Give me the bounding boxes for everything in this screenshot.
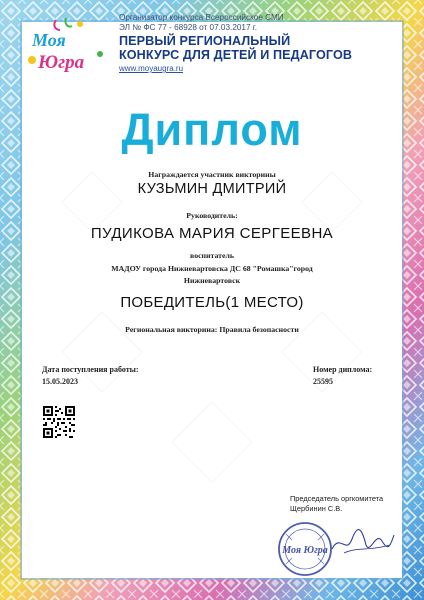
quiz-name: Региональная викторина: Правила безопасности: [125, 325, 299, 334]
official-stamp: [276, 520, 334, 578]
institution-line2: Нижневартовск: [183, 275, 241, 285]
signatory: [290, 494, 383, 514]
institution-line1: МАДОУ города Нижневартовска ДС 68 "Ромашка"город: [111, 264, 313, 273]
website-link[interactable]: www.moyaugra.ru: [119, 64, 184, 73]
supervisor-position: воспитатель: [190, 251, 234, 260]
diploma-number-label: Номер диплома:: [313, 365, 373, 374]
contest-heading: [119, 34, 352, 62]
contest-heading-line2: КОНКУРС ДЛЯ ДЕТЕЙ И ПЕДАГОГОВ: [119, 48, 353, 62]
diploma-title: Диплом: [121, 104, 303, 155]
qr-code[interactable]: [42, 405, 76, 439]
supervisor-label: Руководитель:: [186, 211, 238, 220]
date-value: 15.05.2023: [42, 377, 78, 386]
participant-name: КУЗЬМИН ДМИТРИЙ: [137, 181, 287, 197]
date-label: Дата поступления работы:: [42, 365, 139, 374]
award-text: Награждается участник викторины: [148, 170, 276, 179]
signatory-name: Щербинин С.В.: [290, 504, 343, 513]
stamp-text: Моя Югра: [282, 545, 328, 556]
logo-word-bottom: Югра: [38, 52, 85, 73]
institution: [40, 263, 384, 286]
award-place: ПОБЕДИТЕЛЬ(1 МЕСТО): [120, 294, 304, 311]
organizer-line: Организатор конкурса Всероссийское СМИ: [119, 13, 284, 22]
supervisor-name: ПУДИКОВА МАРИЯ СЕРГЕЕВНА: [90, 225, 334, 242]
diploma-number-value: 25595: [313, 377, 333, 386]
organizer-info: [119, 13, 284, 32]
moya-yugra-logo: [26, 16, 110, 78]
handwritten-signature: [330, 525, 396, 559]
contest-heading-line1: ПЕРВЫЙ РЕГИОНАЛЬНЫЙ: [119, 34, 291, 48]
registration-line: ЭЛ № ФС 77 - 68928 от 07.03.2017 г.: [119, 22, 258, 32]
signatory-title: Председатель оргкомитета: [290, 494, 384, 503]
logo-word-top: Моя: [32, 30, 66, 50]
